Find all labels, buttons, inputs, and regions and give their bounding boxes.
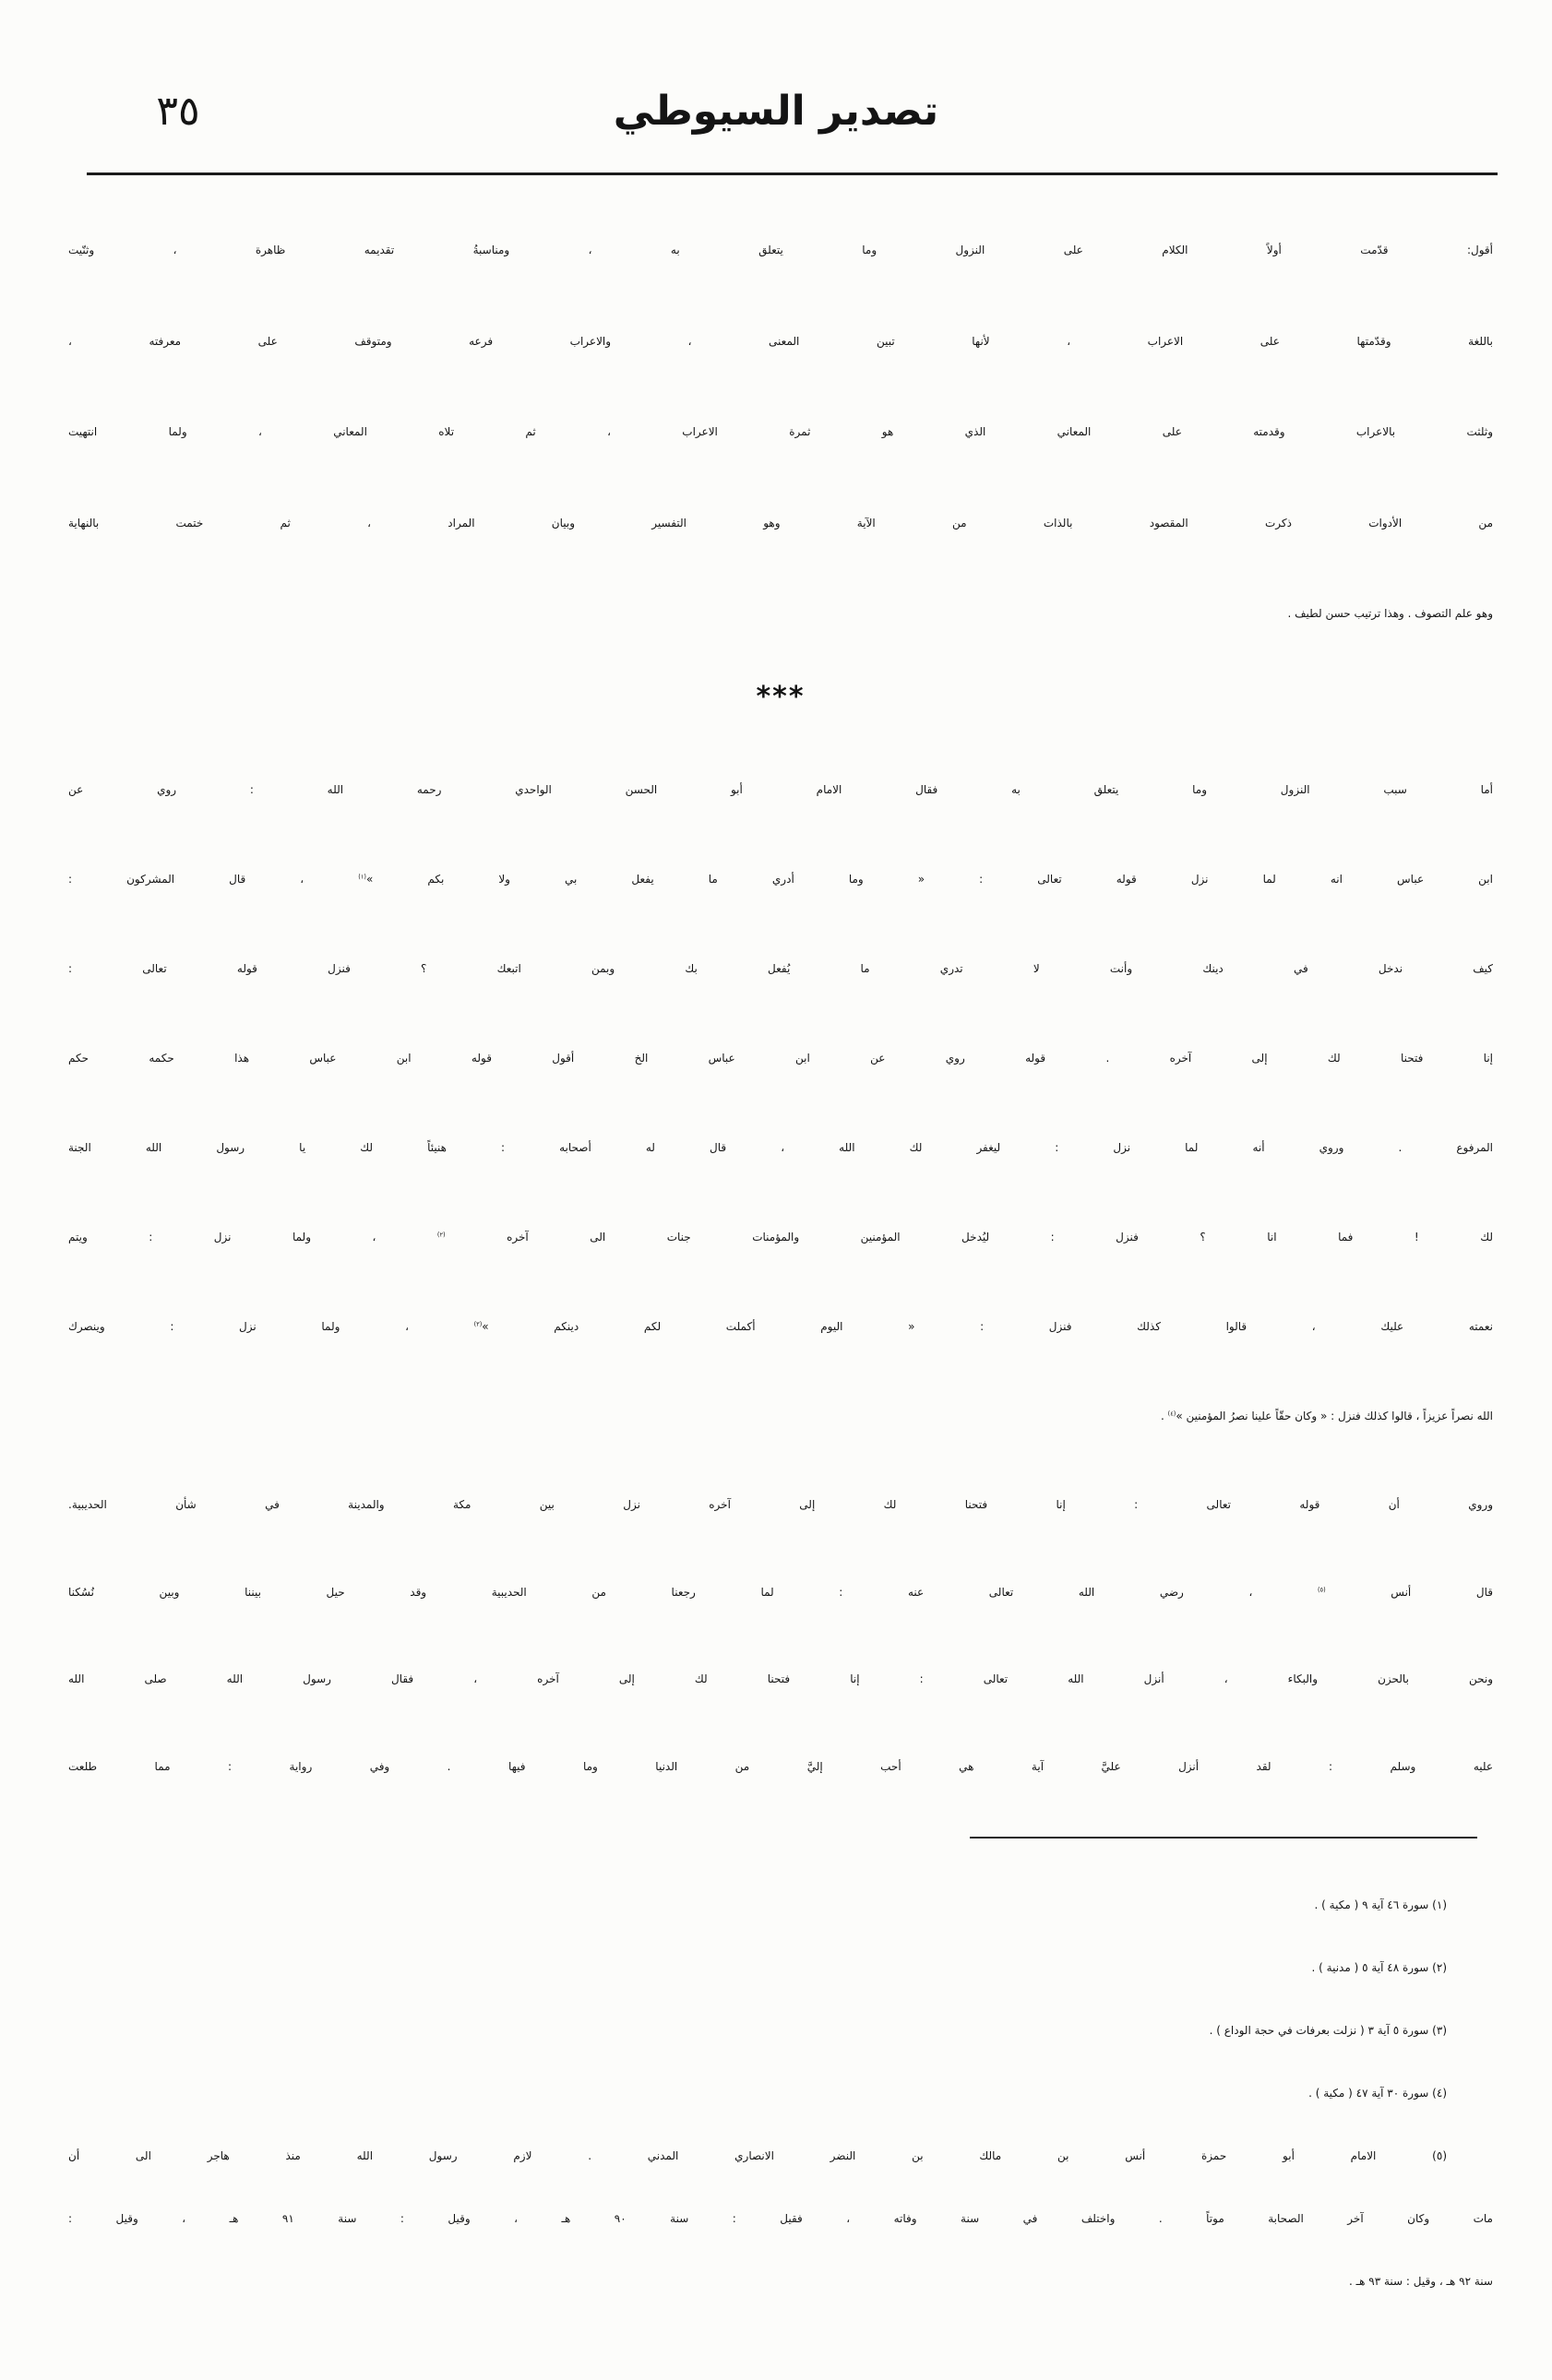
line-text-segment: ، قال المشركون :	[68, 873, 304, 886]
footnote-continuation: مات وكان آخر الصحابة موتاً . واختلف في سنة وفاته ، فقيل : سنة ٩٠ هـ ، وقيل : سنة ٩١ هـ ، وقيل :	[68, 2212, 1493, 2225]
text-line	[68, 1193, 1493, 1282]
footnote-continuation: سنة ٩٢ هـ ، وقيل : سنة ٩٣ هـ .	[1348, 2275, 1493, 2288]
text-line: المرفوع . وروي أنه لما نزل : ليغفر لك الله ، قال له أصحابه : هنيئاً لك يا رسول الله الجنة	[68, 1141, 1493, 1154]
footnotes	[68, 1874, 1493, 2313]
footnote-ref: (٣)	[473, 1320, 483, 1328]
text-line: باللغة وقدّمتها على الاعراب ، لأنها تبين المعنى ، والاعراب فرعه ومتوقف على معرفته ،	[68, 334, 1493, 348]
footnote-number: (٥)	[1432, 2149, 1447, 2162]
line-text-segment: الله نصراً عزيزاً ، قالوا كذلك فنزل : « وكان حقّاً علينا نصرُ المؤمنين »	[1176, 1410, 1493, 1422]
footnote	[68, 1936, 1493, 1999]
footnote-text: سورة ٥ آية ٣ ( نزلت بعرفات في حجة الوداع ) .	[1209, 2024, 1429, 2037]
line-text-segment: لك ! فما انا ؟ فنزل : ليُدخل المؤمنين والمؤمنات جنات الى آخره	[507, 1231, 1493, 1244]
footnote-number: (١)	[1432, 1898, 1447, 1911]
hudaybiyya-paragraph	[68, 1461, 1493, 1810]
text-line: إنا فتحنا لك إلى آخره . قوله روي عن ابن عباس الخ أقول قوله ابن عباس هذا حكمه حكم	[68, 1052, 1493, 1065]
footnote	[68, 2124, 1493, 2187]
footnote-ref: (٤)	[1167, 1410, 1176, 1418]
footnote	[68, 2062, 1493, 2124]
footnote-rule	[970, 1837, 1477, 1839]
header-rule	[87, 173, 1498, 175]
footnote	[68, 1999, 1493, 2062]
footnote-number: (٤)	[1432, 2087, 1447, 2100]
line-text-segment: قال أنس	[1391, 1585, 1493, 1599]
footnote-text: سورة ٤٦ آية ٩ ( مكية ) .	[1314, 1898, 1429, 1911]
footnote-text: سورة ٣٠ آية ٤٧ ( مكية ) .	[1308, 2087, 1429, 2100]
footnote-number: (٢)	[1432, 1961, 1447, 1974]
text-line: ونحن بالحزن والبكاء ، أنزل الله تعالى : إنا فتحنا لك إلى آخره ، فقال رسول الله صلى الله	[68, 1672, 1493, 1685]
line-text-segment: .	[1160, 1410, 1164, 1422]
line-text-segment: نعمته عليك ، قالوا كذلك فنزل : « اليوم أكملت لكم دينكم »	[482, 1320, 1493, 1333]
text-line: كيف ندخل في دينك وأنت لا تدري ما يُفعل بك وبمن اتبعك ؟ فنزل قوله تعالى :	[68, 962, 1493, 975]
line-text-segment: ، ولما نزل : ويتم	[68, 1231, 376, 1244]
line-text-segment: ، رضي الله تعالى عنه : لما رجعنا من الحديبية وقد حيل بيننا وبين نُسُكنا	[68, 1585, 1253, 1599]
footnote-ref: (٥)	[1317, 1586, 1326, 1594]
text-line	[68, 1549, 1493, 1636]
text-line	[68, 1372, 1493, 1461]
text-line: وهو علم التصوف . وهذا ترتيب حسن لطيف .	[1287, 607, 1493, 620]
footnote-number: (٣)	[1432, 2024, 1447, 2037]
asbab-nuzul-paragraph	[68, 745, 1493, 1461]
text-line	[68, 835, 1493, 924]
footnote-ref: (١)	[358, 873, 366, 881]
text-line: أما سبب النزول وما يتعلق به فقال الامام أبو الحسن الواحدي رحمه الله : روي عن	[68, 783, 1493, 796]
page-number: ٣٥	[156, 88, 200, 135]
commentary-paragraph	[68, 205, 1493, 660]
line-text-segment: ، ولما نزل : وينصرك	[68, 1320, 409, 1333]
section-separator: ***	[756, 681, 806, 713]
text-line: وثلثت بالاعراب وقدمته على المعاني الذي هو ثمرة الاعراب ، ثم تلاه المعاني ، ولما انتهيت	[68, 425, 1493, 438]
text-line: وروي أن قوله تعالى : إنا فتحنا لك إلى آخره نزل بين مكة والمدينة في شأن الحديبية.	[68, 1498, 1493, 1511]
text-line: من الأدوات ذكرت المقصود بالذات من الآية وهو التفسير وبيان المراد ، ثم ختمت بالنهاية	[68, 516, 1493, 530]
line-text-segment: ابن عباس انه لما نزل قوله تعالى : « وما أدري ما يفعل بي ولا بكم »	[365, 873, 1493, 886]
running-title: تصدير السيوطي	[613, 88, 939, 135]
footnote	[68, 1874, 1493, 1936]
text-line	[68, 1282, 1493, 1372]
text-line: عليه وسلم : لقد أنزل عليَّ آية هي أحب إليَّ من الدنيا وما فيها . وفي رواية : مما طلعت	[68, 1759, 1493, 1773]
footnote-text: الامام أبو حمزة أنس بن مالك بن النضر الانصاري المدني . لازم رسول الله منذ هاجر الى أن	[68, 2149, 1377, 2162]
footnote-text: سورة ٤٨ آية ٥ ( مدنية ) .	[1311, 1961, 1429, 1974]
text-line: أقول: قدّمت أولاً الكلام على النزول وما يتعلق به ، ومناسبةُ تقديمه ظاهرة ، وثنّيت	[68, 244, 1493, 256]
footnote-ref: (٢)	[436, 1231, 446, 1239]
